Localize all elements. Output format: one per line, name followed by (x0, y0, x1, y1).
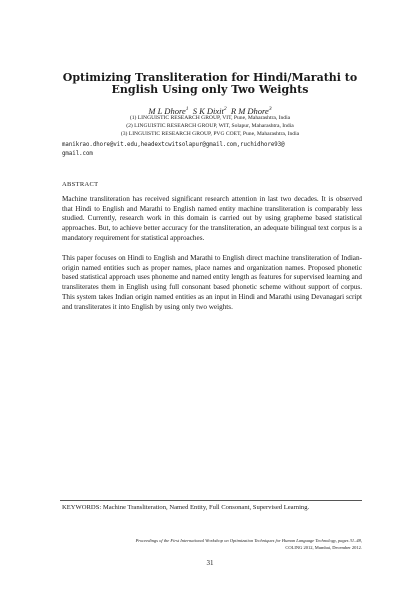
title-line-2: English Using only Two Weights (111, 83, 309, 96)
author-name: M L Dhore (148, 105, 186, 116)
page-number: 31 (206, 559, 214, 567)
author-name: S K Dixit (192, 105, 224, 116)
author-mark: 2 (223, 106, 227, 112)
keywords: KEYWORDS: Machine Transliteration, Named Entity, Full Consonant, Supervised Learning. (62, 504, 310, 511)
author-name: R M Dhore (230, 105, 269, 116)
abstract-paragraph-2: This paper focuses on Hindi to English and Marathi to English direct machine transliteration of Indian-origin named entities such as proper names, place names and organization names. Proposed phonetic based statistical approach uses phoneme and named entity length as features for supervised learning and transliterates them in English using full consonant based phonetic scheme without support of corpus. This system takes Indian origin named entities as an input in Hindi and Marathi using Devanagari script and transliterates it into English by using only two weights. (62, 254, 362, 311)
author-emails (62, 141, 362, 159)
title-line-1: Optimizing Transliteration for Hindi/Marathi to (62, 71, 358, 84)
paper-title (60, 72, 360, 96)
affiliation-1: (1) LINGUISTIC RESEARCH GROUP, VIT, Pune, Maharashtra, India (129, 115, 291, 121)
affiliation-2: (2) LINGUISTIC RESEARCH GROUP, WIT, Solapur, Maharashtra, India (126, 123, 294, 129)
affiliation-3: (3) LINGUISTIC RESEARCH GROUP, PVG COET, Pune, Maharashtra, India (120, 131, 300, 137)
abstract-heading: ABSTRACT (62, 181, 99, 188)
abstract-paragraph-1: Machine transliteration has received significant research attention in last two decades. It is observed that Hindi to English and Marathi to English named entity machine transliteration is comparably less studied. Currently, research work in this domain is carried out by using grapheme based statistical approaches. But, to achieve better accuracy for the transliteration, an adequate bilingual text corpus is a mandatory requirement for statistical approaches. (62, 195, 362, 242)
emails-line-1: manikrao.dhore@vit.edu,headextcwitsolapur@gmail.com,ruchidhore93@ (62, 142, 285, 148)
author-mark: 3 (268, 106, 272, 112)
conference-footer: COLING 2012, Mumbai, December 2012. (285, 545, 362, 550)
proceedings-footer: Proceedings of the First International Workshop on Optimization Techniques for Human Language Technology, pages 31–48, (135, 538, 362, 543)
emails-line-2: gmail.com (62, 151, 93, 157)
keywords-divider (60, 500, 362, 501)
author-mark: 1 (185, 106, 189, 112)
